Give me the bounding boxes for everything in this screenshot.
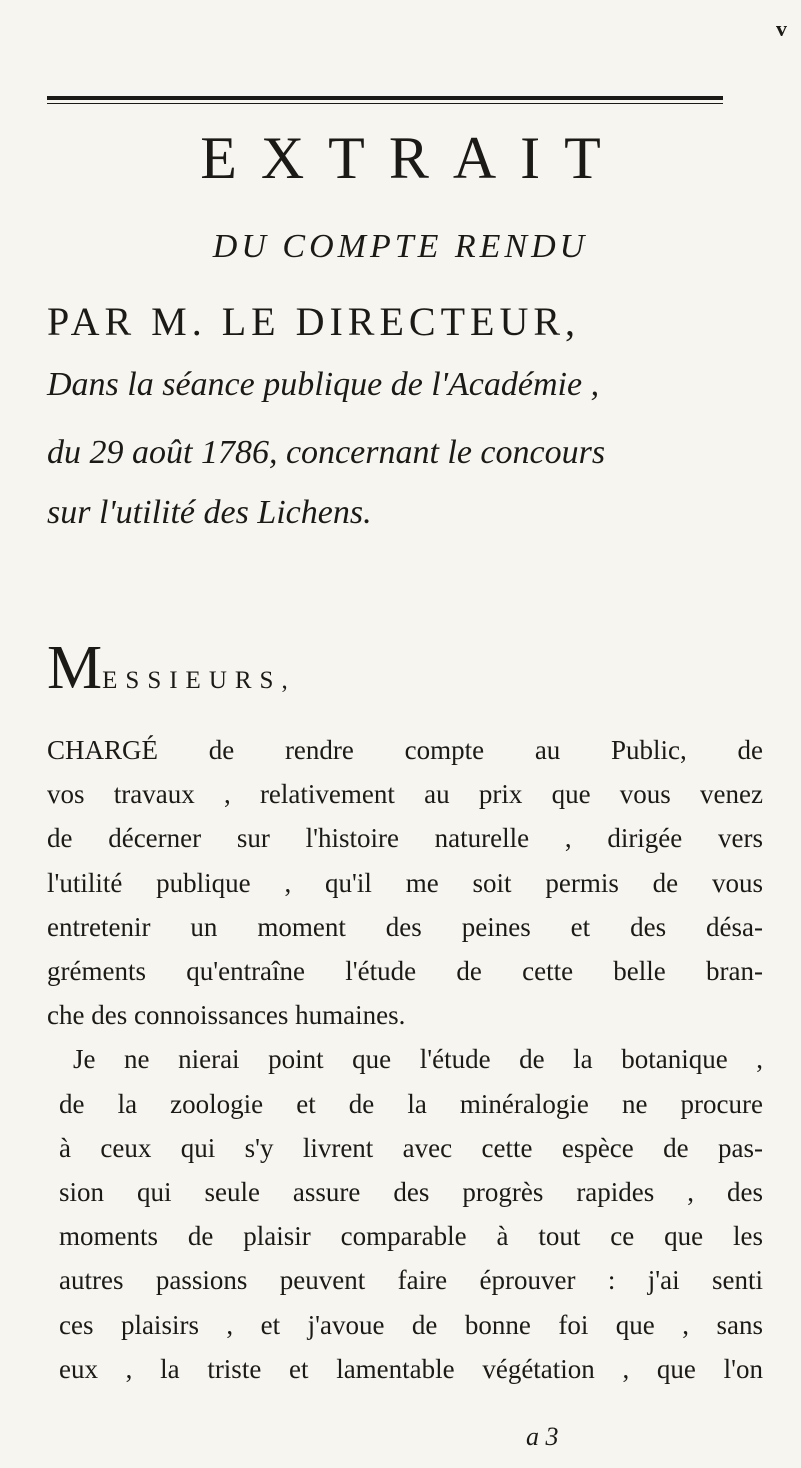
text-line: l'utilité publique , qu'il me soit permis de vous xyxy=(47,867,763,898)
text-line: vos travaux , relativement au prix que vous venez xyxy=(47,779,763,810)
text-line: CHARGÉ de rendre compte au Public, de xyxy=(47,735,763,765)
paragraph-2 xyxy=(47,1037,763,1391)
subtitle-directeur: PAR M. LE DIRECTEUR, xyxy=(47,299,581,344)
salutation-initial: M xyxy=(47,634,103,702)
text-line: Je ne nierai point que l'étude de la botanique , xyxy=(73,1044,763,1075)
text-line: à ceux qui s'y livrent avec cette espèce de pas- xyxy=(59,1132,763,1163)
text-line: de décerner sur l'histoire naturelle , dirigée vers xyxy=(47,823,763,854)
signature-mark: a 3 xyxy=(526,1422,559,1451)
salutation-rest: ESSIEURS, xyxy=(102,667,296,694)
page-number: v xyxy=(776,16,787,41)
subtitle-compte-rendu: DU COMPTE RENDU xyxy=(212,228,589,265)
top-rule-thin xyxy=(47,103,723,104)
text-line: autres passions peuvent faire éprouver : j'ai senti xyxy=(59,1265,763,1296)
top-rule-thick xyxy=(47,96,723,100)
text-line: de la zoologie et de la minéralogie ne procure xyxy=(59,1088,763,1119)
text-line: gréments qu'entraîne l'étude de cette belle bran- xyxy=(47,956,763,987)
text-line: sion qui seule assure des progrès rapides , des xyxy=(59,1177,763,1208)
body-text xyxy=(47,728,763,1391)
text-line: che des connoissances humaines. xyxy=(47,1000,406,1031)
text-line: entretenir un moment des peines et des désa- xyxy=(47,911,763,942)
text-line: eux , la triste et lamentable végétation , que l'on xyxy=(59,1353,763,1384)
text-line: moments de plaisir comparable à tout ce que les xyxy=(59,1221,763,1252)
paragraph-1 xyxy=(47,728,763,1037)
intro-line-3: sur l'utilité des Lichens. xyxy=(47,494,372,531)
intro-line-1: Dans la séance publique de l'Académie , xyxy=(47,366,600,403)
intro-line-2: du 29 août 1786, concernant le concours xyxy=(47,434,606,471)
page-title: EXTRAIT xyxy=(200,125,625,191)
text-line: ces plaisirs , et j'avoue de bonne foi que , sans xyxy=(59,1309,763,1340)
salutation xyxy=(47,634,296,702)
